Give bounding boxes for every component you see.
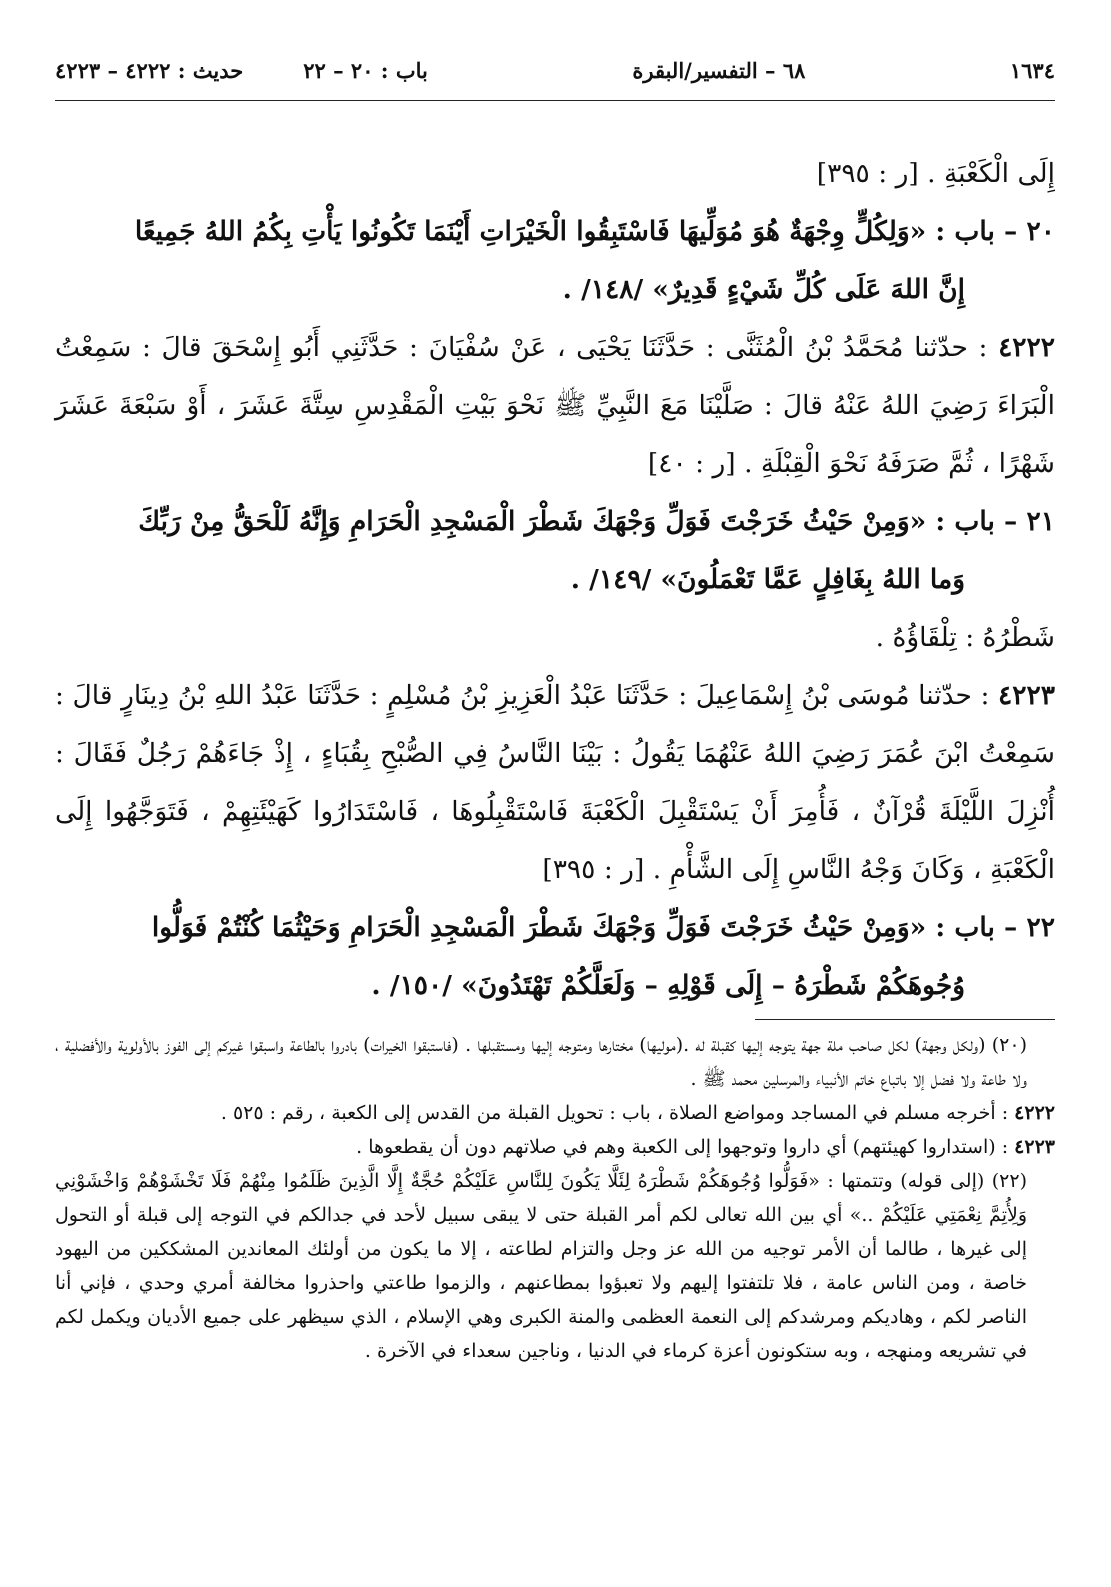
shatrahu-gloss: شَطْرُهُ : تِلْقَاؤُهُ . (875, 622, 1055, 653)
hadith-4223-text: : حدّثنا مُوسَى بْنُ إِسْمَاعِيلَ : حَدَّثَنَا عَبْدُ الْعَزِيزِ بْنُ مُسْلِمٍ : حَدَّثَنَا عَبْدُ اللهِ بْنُ دِينَارٍ قالَ : سَمِعْتُ ابْنَ عُمَرَ رَضِيَ اللهُ عَنْهُمَا يَقُولُ : بَيْنَا النَّاسُ فِي الصُّبْحِ بِقُبَاءٍ ، إِذْ جَاءَهُمْ رَجُلٌ فَقَالَ : أُنْزِلَ اللَّيْلَةَ قُرْآنٌ ، فَأُمِرَ أَنْ يَسْتَقْبِلَ الْكَعْبَةَ فَاسْتَقْبِلُوهَا ، فَاسْتَدَارُوا كَهَيْئَتِهِمْ ، فَتَوَجَّهُوا إِلَى الْكَعْبَةِ ، وَكَانَ وَجْهُ النَّاسِ إِلَى الشَّأْمِ . [ر : ٣٩٥] (55, 680, 1055, 885)
bab-20-verse-2: إِنَّ اللهَ عَلَى كُلِّ شَيْءٍ قَدِيرٌ» /١٤٨/ . (562, 274, 965, 305)
note-4222-text: : أخرجه مسلم في المساجد ومواضع الصلاة ، باب : تحويل القبلة من القدس إلى الكعبة ، رقم : ٥٢٥ . (220, 1102, 1009, 1124)
note-4223-text: : (استداروا كهيئتهم) أي داروا وتوجهوا إلى الكعبة وهم في صلاتهم دون أن يقطعوها . (356, 1136, 1009, 1158)
page-number: ١٦٣٤ (1009, 57, 1055, 83)
book-title: ٦٨ – التفسير/البقرة (632, 57, 806, 83)
bab-20-verse-1: «وَلِكُلٍّ وِجْهَةٌ هُوَ مُوَلِّيهَا فَاسْتَبِقُوا الْخَيْرَاتِ أَيْنَمَا تَكُونُوا يَأْتِ بِكُمُ اللهُ جَمِيعًا (134, 216, 927, 247)
running-header (55, 52, 1055, 88)
bab-22-label: ٢٢ – باب : (935, 912, 1055, 943)
main-text (55, 145, 1055, 1015)
header-rule (55, 100, 1055, 101)
footnotes (55, 1028, 1055, 1368)
note-4222 (55, 1096, 1055, 1130)
bab-22-verse-2: وُجُوهَكُمْ شَطْرَهُ – إِلَى قَوْلِهِ – وَلَعَلَّكُمْ تَهْتَدُونَ» /١٥٠/ . (371, 970, 965, 1001)
bab-21 (55, 493, 1055, 609)
note-4223 (55, 1130, 1055, 1164)
hadith-4223-number: ٤٢٢٣ (998, 680, 1055, 711)
bab-20 (55, 203, 1055, 319)
bab-22 (55, 899, 1055, 1015)
note-4222-number: ٤٢٢٢ (1014, 1102, 1055, 1124)
note-20: (٢٠) (ولكل وجهة) لكل صاحب ملة جهة يتوجه إليها كقبلة له .(موليها) مختارها ومتوجه إليها ومستقبلها . (فاستبقوا الخيرات) بادروا بالطاعة واسبقوا غيركم إلى الفوز بالأولوية والأفضلية ، ولا طاعة ولا فضل إلا باتباع خاتم الأنبياء والمرسلين محمد ﷺ . (55, 1034, 1027, 1090)
note-22: (٢٢) (إلى قوله) وتتمتها : «فَوَلُّوا وُجُوهَكُمْ شَطْرَهُ لِئَلَّا يَكُونَ لِلنَّاسِ عَلَيْكُمْ حُجَّةٌ إِلَّا الَّذِينَ ظَلَمُوا مِنْهُمْ فَلَا تَخْشَوْهُمْ وَاخْشَوْنِي وَلِأُتِمَّ نِعْمَتِي عَلَيْكُمْ ..» أي بين الله تعالى لكم أمر القبلة حتى لا يبقى سبيل لأحد في جدالكم في التوجه إلى قبلة أو التحول إلى غيرها ، طالما أن الأمر توجيه من الله عز وجل والتزام لطاعته ، إلا ما يكون من أولئك المعاندين المشككين من اليهود خاصة ، ومن الناس عامة ، فلا تلتفتوا إليهم ولا تعبؤوا بمطاعنهم ، والزموا طاعتي واحذروا مخالفة أمري وحدي ، فإني أنا الناصر لكم ، وهاديكم ومرشدكم إلى النعمة العظمى والمنة الكبرى وهي الإسلام ، الذي سيظهر على جميع الأديان ويكمل لكم في تشريعه ومنهجه ، وبه ستكونون أعزة كرماء في الدنيا ، وناجين سعداء في الآخرة . (55, 1170, 1027, 1362)
header-refs (55, 58, 428, 83)
hadith-range: حديث : ٤٢٢٢ – ٤٢٢٣ (55, 57, 244, 83)
hadith-4223 (55, 667, 1055, 899)
bab-21-label: ٢١ – باب : (935, 506, 1055, 537)
bab-21-verse-2: وَما اللهُ بِغَافِلٍ عَمَّا تَعْمَلُونَ» /١٤٩/ . (570, 564, 965, 595)
hadith-4222-number: ٤٢٢٢ (998, 332, 1055, 363)
intro-line: إِلَى الْكَعْبَةِ . [ر : ٣٩٥] (816, 158, 1055, 189)
footnote-rule (755, 1019, 1055, 1020)
note-4223-number: ٤٢٢٣ (1014, 1136, 1055, 1158)
page (55, 52, 1055, 1368)
bab-22-verse-1: «وَمِنْ حَيْثُ خَرَجْتَ فَوَلِّ وَجْهَكَ شَطْرَ الْمَسْجِدِ الْحَرَامِ وَحَيْثُمَا كُنْتُمْ فَوَلُّوا (151, 912, 927, 943)
bab-21-verse-1: «وَمِنْ حَيْثُ خَرَجْتَ فَوَلِّ وَجْهَكَ شَطْرَ الْمَسْجِدِ الْحَرَامِ وَإِنَّهُ لَلْحَقُّ مِنْ رَبِّكَ (138, 506, 927, 537)
bab-range: باب : ٢٠ – ٢٢ (303, 57, 428, 83)
hadith-4222 (55, 319, 1055, 493)
bab-20-label: ٢٠ – باب : (935, 216, 1055, 247)
hadith-4222-text: : حدّثنا مُحَمَّدُ بْنُ الْمُثَنَّى : حَدَّثَنَا يَحْيَى ، عَنْ سُفْيَانَ : حَدَّثَنِي أَبُو إِسْحَقَ قالَ : سَمِعْتُ الْبَرَاءَ رَضِيَ اللهُ عَنْهُ قالَ : صَلَّيْنَا مَعَ النَّبِيِّ ﷺ نَحْوَ بَيْتِ الْمَقْدِسِ سِتَّةَ عَشَرَ ، أَوْ سَبْعَةَ عَشَرَ شَهْرًا ، ثُمَّ صَرَفَهُ نَحْوَ الْقِبْلَةِ . [ر : ٤٠] (55, 332, 1055, 479)
